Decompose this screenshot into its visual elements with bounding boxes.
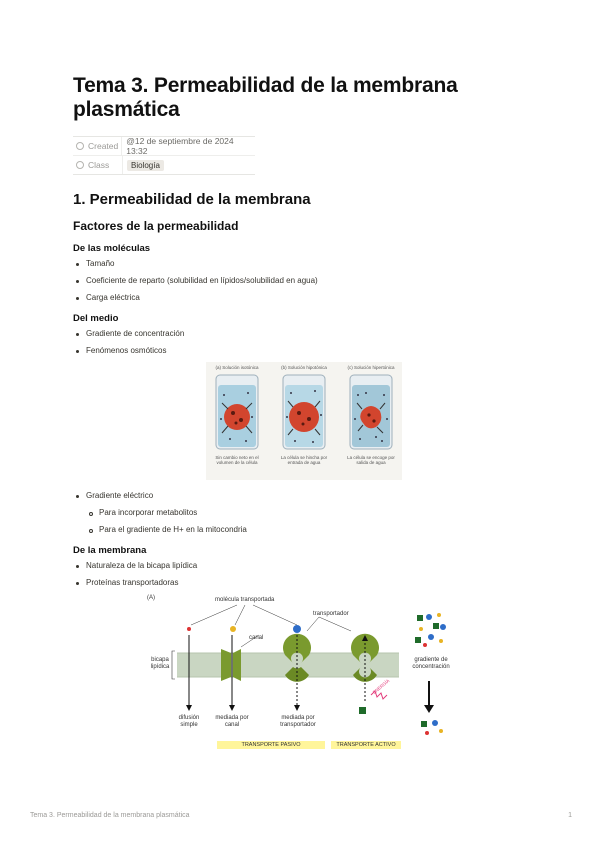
moleculas-heading: De las moléculas [73,243,151,254]
section-heading: 1. Permeabilidad de la membrana [73,191,311,208]
page-title: Tema 3. Permeabilidad de la membrana plasmática [73,74,458,121]
property-created: Created @12 de septiembre de 2024 13:32 [73,137,255,155]
list-item: Para el gradiente de H+ en la mitocondria [86,524,533,536]
footer-title: Tema 3. Permeabilidad de la membrana plasmática [30,812,190,819]
list-item: Fenómenos osmóticos [73,345,533,357]
list-item: Proteínas transportadoras [73,577,533,589]
created-value: @12 de septiembre de 2024 13:32 [126,136,234,156]
list-item: Para incorporar metabolitos [86,507,533,519]
transportador-label: transportador [313,611,349,617]
energia-label: ENERGÍA [371,678,391,695]
molecula-label: molécula transportada [215,597,275,603]
class-tag[interactable]: Biología [127,160,164,171]
beaker-isotonic: (a) Solución isotónica Sin cambio neto en el volumen de la célula [208,362,266,480]
transporte-activo-label: TRANSPORTE ACTIVO [336,742,396,748]
panel-label: (A) [147,595,155,601]
list-item: Gradiente eléctrico [73,490,533,502]
membrana-heading: De la membrana [73,545,147,556]
page-content [73,74,533,755]
gradiente-label: gradiente de concentración [412,657,450,670]
beaker-hypotonic: (b) Solución hipotónica La célula se hincha por entrada de agua [280,365,328,465]
medio-heading: Del medio [73,313,119,324]
list-icon [76,161,84,169]
osmosis-figure [206,362,402,480]
mediada-transportador-label: mediada por transportador [280,715,316,728]
list-item: Coeficiente de reparto (solubilidad en lípidos/solubilidad en agua) [73,275,533,287]
beaker-illustration [212,373,262,453]
difusion-label: difusión simple [178,715,200,728]
transport-figure [145,595,465,755]
medio-list-continued [73,490,533,502]
beaker-hypertonic: (c) Solución hipertónica La célula se encoge por salida de agua [347,365,395,465]
list-item: Gradiente de concentración [73,328,533,340]
list-item: Carga eléctrica [73,292,533,304]
subsection-heading: Factores de la permeabilidad [73,219,239,233]
beaker-illustration [279,373,329,453]
bicapa-label: bicapa lipídica [150,657,170,670]
medio-list [73,328,533,357]
list-item: Naturaleza de la bicapa lipídica [73,560,533,572]
clock-icon [76,142,84,150]
membrana-list [73,560,533,589]
property-class: Class Biología [73,155,255,174]
medio-sublist [86,507,533,536]
canal-label: canal [249,635,264,641]
beaker-illustration [346,373,396,453]
transporte-pasivo-label: TRANSPORTE PASIVO [241,742,301,748]
properties-table [73,136,255,175]
transport-diagram [145,595,465,755]
mediada-canal-label: mediada por canal [215,715,249,728]
moleculas-list [73,258,533,304]
page-number: 1 [568,812,572,819]
list-item: Tamaño [73,258,533,270]
